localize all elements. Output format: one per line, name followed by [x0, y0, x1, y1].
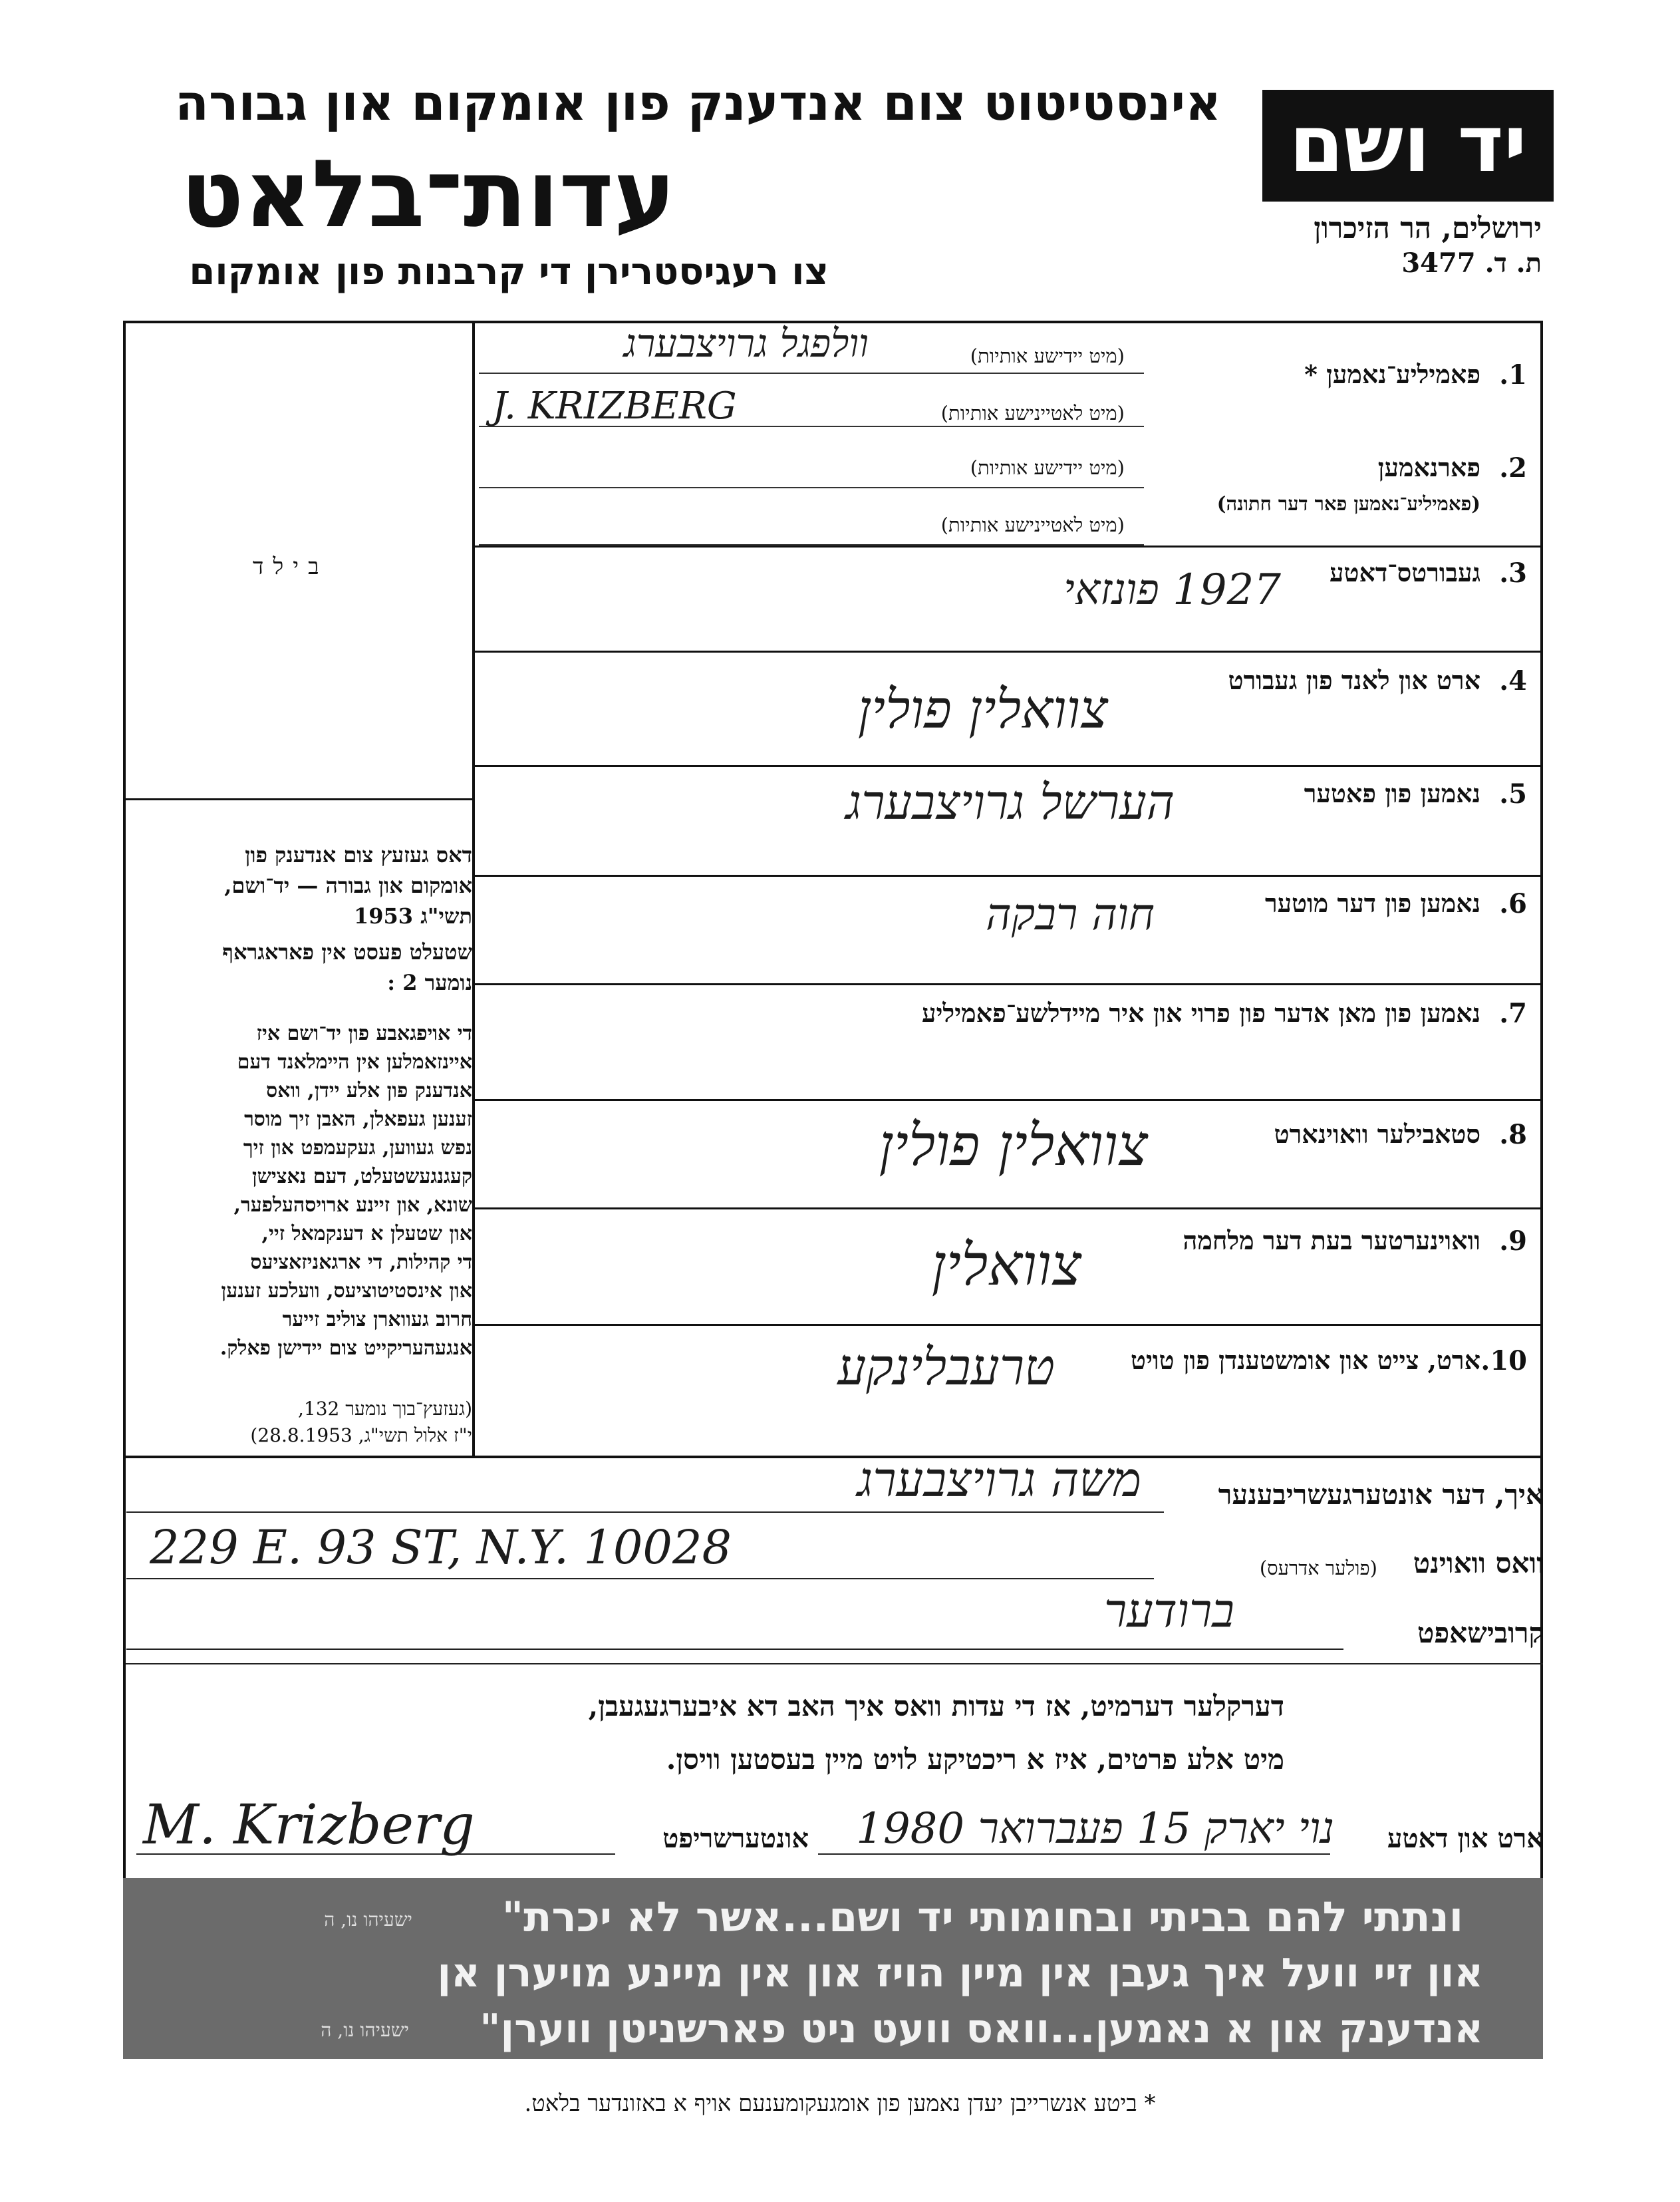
submitter-address-hint: (פולער אדרעס) — [1259, 1557, 1377, 1579]
row-divider — [474, 1207, 1543, 1209]
row-divider — [474, 875, 1543, 877]
field-1-hint-yiddish: (מיט יידישע אותיות) — [970, 345, 1125, 367]
field-2-label: פארנאמען — [1377, 452, 1480, 482]
field-7-label: נאמען פון מאן אדער פון פרוי און איר מיידלשע־פאמיליע — [921, 998, 1480, 1028]
field-3-number: 3. — [1499, 557, 1527, 589]
address-line-1: ירושלים, הר הזיכרון — [1314, 212, 1542, 245]
page-title: עדות־בלאט — [180, 140, 676, 249]
signature-label: אונטערשריפט — [662, 1823, 809, 1854]
field-6-number: 6. — [1499, 888, 1527, 919]
submitter-name-line — [126, 1511, 1164, 1513]
relationship-value: ברודער — [1103, 1583, 1234, 1638]
row-divider — [474, 546, 1543, 548]
row-divider — [474, 1099, 1543, 1101]
field-10-number: 10. — [1480, 1345, 1527, 1376]
field-2-number: 2. — [1499, 452, 1527, 484]
field-4-number: 4. — [1499, 665, 1527, 697]
field-2-hint-latin: (מיט לאטיינישע אותיות) — [940, 514, 1125, 536]
field-5-value: הערשל גרויצבערג — [845, 774, 1175, 830]
field-8-value: צוואלין פולין — [879, 1112, 1148, 1179]
field-1-number: 1. — [1499, 359, 1527, 391]
submitter-name-value: משה גרויצבערג — [857, 1452, 1141, 1507]
field-8-label: סטאבילער וואוינארט — [1274, 1119, 1480, 1149]
relationship-label: קרובישאפט — [1417, 1617, 1544, 1649]
field-5-label: נאמען פון פאטער — [1304, 778, 1480, 808]
field-8-number: 8. — [1499, 1119, 1527, 1150]
field-4-label: ארט און לאנד פון געבורט — [1228, 665, 1480, 695]
banner-quote-hebrew: ונתתי להם בביתי ובחומותי יד ושם...אשר לא יכרת" — [501, 1893, 1463, 1941]
submitter-address-label: וואס וואוינט — [1413, 1547, 1544, 1579]
field-10-label: ארט, צייט און אומשטענדן פון טויט — [1131, 1345, 1480, 1375]
row-divider — [474, 983, 1543, 985]
field-9-value: צוואלין — [931, 1232, 1081, 1299]
field-2-sublabel: (פאמיליע־נאמען פאר דער חתונה) — [1216, 492, 1480, 515]
field-9-number: 9. — [1499, 1225, 1527, 1257]
field-9-label: וואוינערטער בעת דער מלחמה — [1183, 1225, 1480, 1255]
lower-frame-right — [1540, 1458, 1543, 1878]
field-1-label: פאמיליע־נאמען * — [1304, 359, 1480, 389]
logo-text: יד ושם — [1289, 98, 1527, 190]
signature-value: M. Krizberg — [143, 1794, 475, 1857]
field-3-label: געבורטס־דאטע — [1330, 557, 1480, 587]
law-heading: דאס געזעץ צום אנדענק פון אומקום און גבורה — יד־ושם, תשי"ג 1953 — [224, 842, 472, 929]
field-10-value: טרעבלינקע — [837, 1337, 1055, 1396]
address-line-2: ת. ד. 3477 — [1401, 247, 1542, 279]
field-7-number: 7. — [1499, 998, 1527, 1029]
declaration-line-1: דערקלער דערמיט, אז די עדות וואס איך האב דא איבערגעגעבן, — [588, 1690, 1284, 1722]
relationship-line — [126, 1649, 1343, 1650]
yad-vashem-logo — [1262, 90, 1554, 202]
submitter-name-label: איך, דער אונטערגעשריבענער — [1218, 1478, 1544, 1511]
place-date-value: נוי יארק 15 פעברואר 1980 — [856, 1804, 1334, 1853]
row-divider — [474, 765, 1543, 767]
law-citation: (געזעץ־בוך נומער 132, י"ז אלול תשי"ג, 28.8.1953) — [250, 1398, 472, 1446]
field-6-label: נאמען פון דער מוטער — [1264, 888, 1480, 918]
footnote: * ביטע אנשרייבן יעדן נאמען פון אומגעקומענעם אויף א באזונדער בלאט. — [524, 2090, 1156, 2117]
field-6-value: חוה רבקה — [986, 889, 1155, 940]
quote-banner — [123, 1878, 1543, 2059]
field-1-line-1 — [479, 373, 1144, 374]
banner-quote-yiddish-1: און זיי וועל איך געבן אין מיין הויז און אין מיינע מויערן אן — [437, 1950, 1483, 1996]
row-divider — [474, 1324, 1543, 1326]
photo-box-divider — [123, 798, 474, 800]
field-1-hint-latin: (מיט לאטיינישע אותיות) — [940, 402, 1125, 424]
banner-quote-yiddish-2: אנדענק און א נאמען...וואס וועט ניט פארשניטן ווערן" — [480, 2006, 1483, 2052]
page-subtitle: צו רעגיסטרירן די קרבנות פון אומקום — [189, 250, 829, 293]
law-body: די אויפגאבע פון יד־ושם איז איינזאמלען אין היימלאנד דעם אנדענק פון אלע יידן, וואס זענען געפאלן, האבן זיך מוסר נפש געווען, געקעמפט און זיך קעגנגעשטעלט, דעם נאצישן שונא, און זיינע ארויסהעלפער, און שטעלן א דענקמאל זיי, די קהילות, די ארגאניזאציעס און אינסטיטוציעס, וועלכע זענען חרוב געווארן צוליב זייער אנגעהעריקייט צום יידישן פאלק. — [219, 1022, 472, 1360]
declaration-divider — [126, 1663, 1543, 1664]
field-2-hint-yiddish: (מיט יידישע אותיות) — [970, 456, 1125, 479]
field-2-line-1 — [479, 487, 1144, 488]
field-1-value-latin: J. KRIZBERG — [492, 385, 737, 428]
field-3-value: 1927 פונזאי — [1063, 565, 1281, 615]
place-date-label: ארט און דאטע — [1387, 1823, 1544, 1854]
declaration-line-2: מיט אלע פרטים, איז א ריכטיקע לויט מיין בעסטען וויסן. — [666, 1743, 1284, 1776]
law-section: שטעלט פעסט אין פאראגראף נומער 2 : — [222, 939, 472, 995]
place-date-line — [818, 1853, 1330, 1855]
column-divider — [472, 321, 475, 1458]
institute-line: אינסטיטוט צום אנדענק פון אומקום און גבורה — [175, 75, 1221, 132]
field-5-number: 5. — [1499, 778, 1527, 810]
field-4-value: צוואלין פולין — [857, 679, 1108, 740]
lower-frame-left — [123, 1458, 126, 1878]
photo-box-label: בילד — [253, 553, 329, 580]
row-divider — [474, 651, 1543, 653]
submitter-address-line — [126, 1578, 1154, 1579]
field-1-value-yiddish: וולפגל גרויצבערג — [623, 321, 869, 366]
submitter-address-value: 229 E. 93 ST, N.Y. 10028 — [150, 1520, 732, 1575]
banner-source-1: ישעיהו נו, ה — [324, 1909, 412, 1931]
banner-source-2: ישעיהו נו, ה — [321, 2019, 409, 2041]
